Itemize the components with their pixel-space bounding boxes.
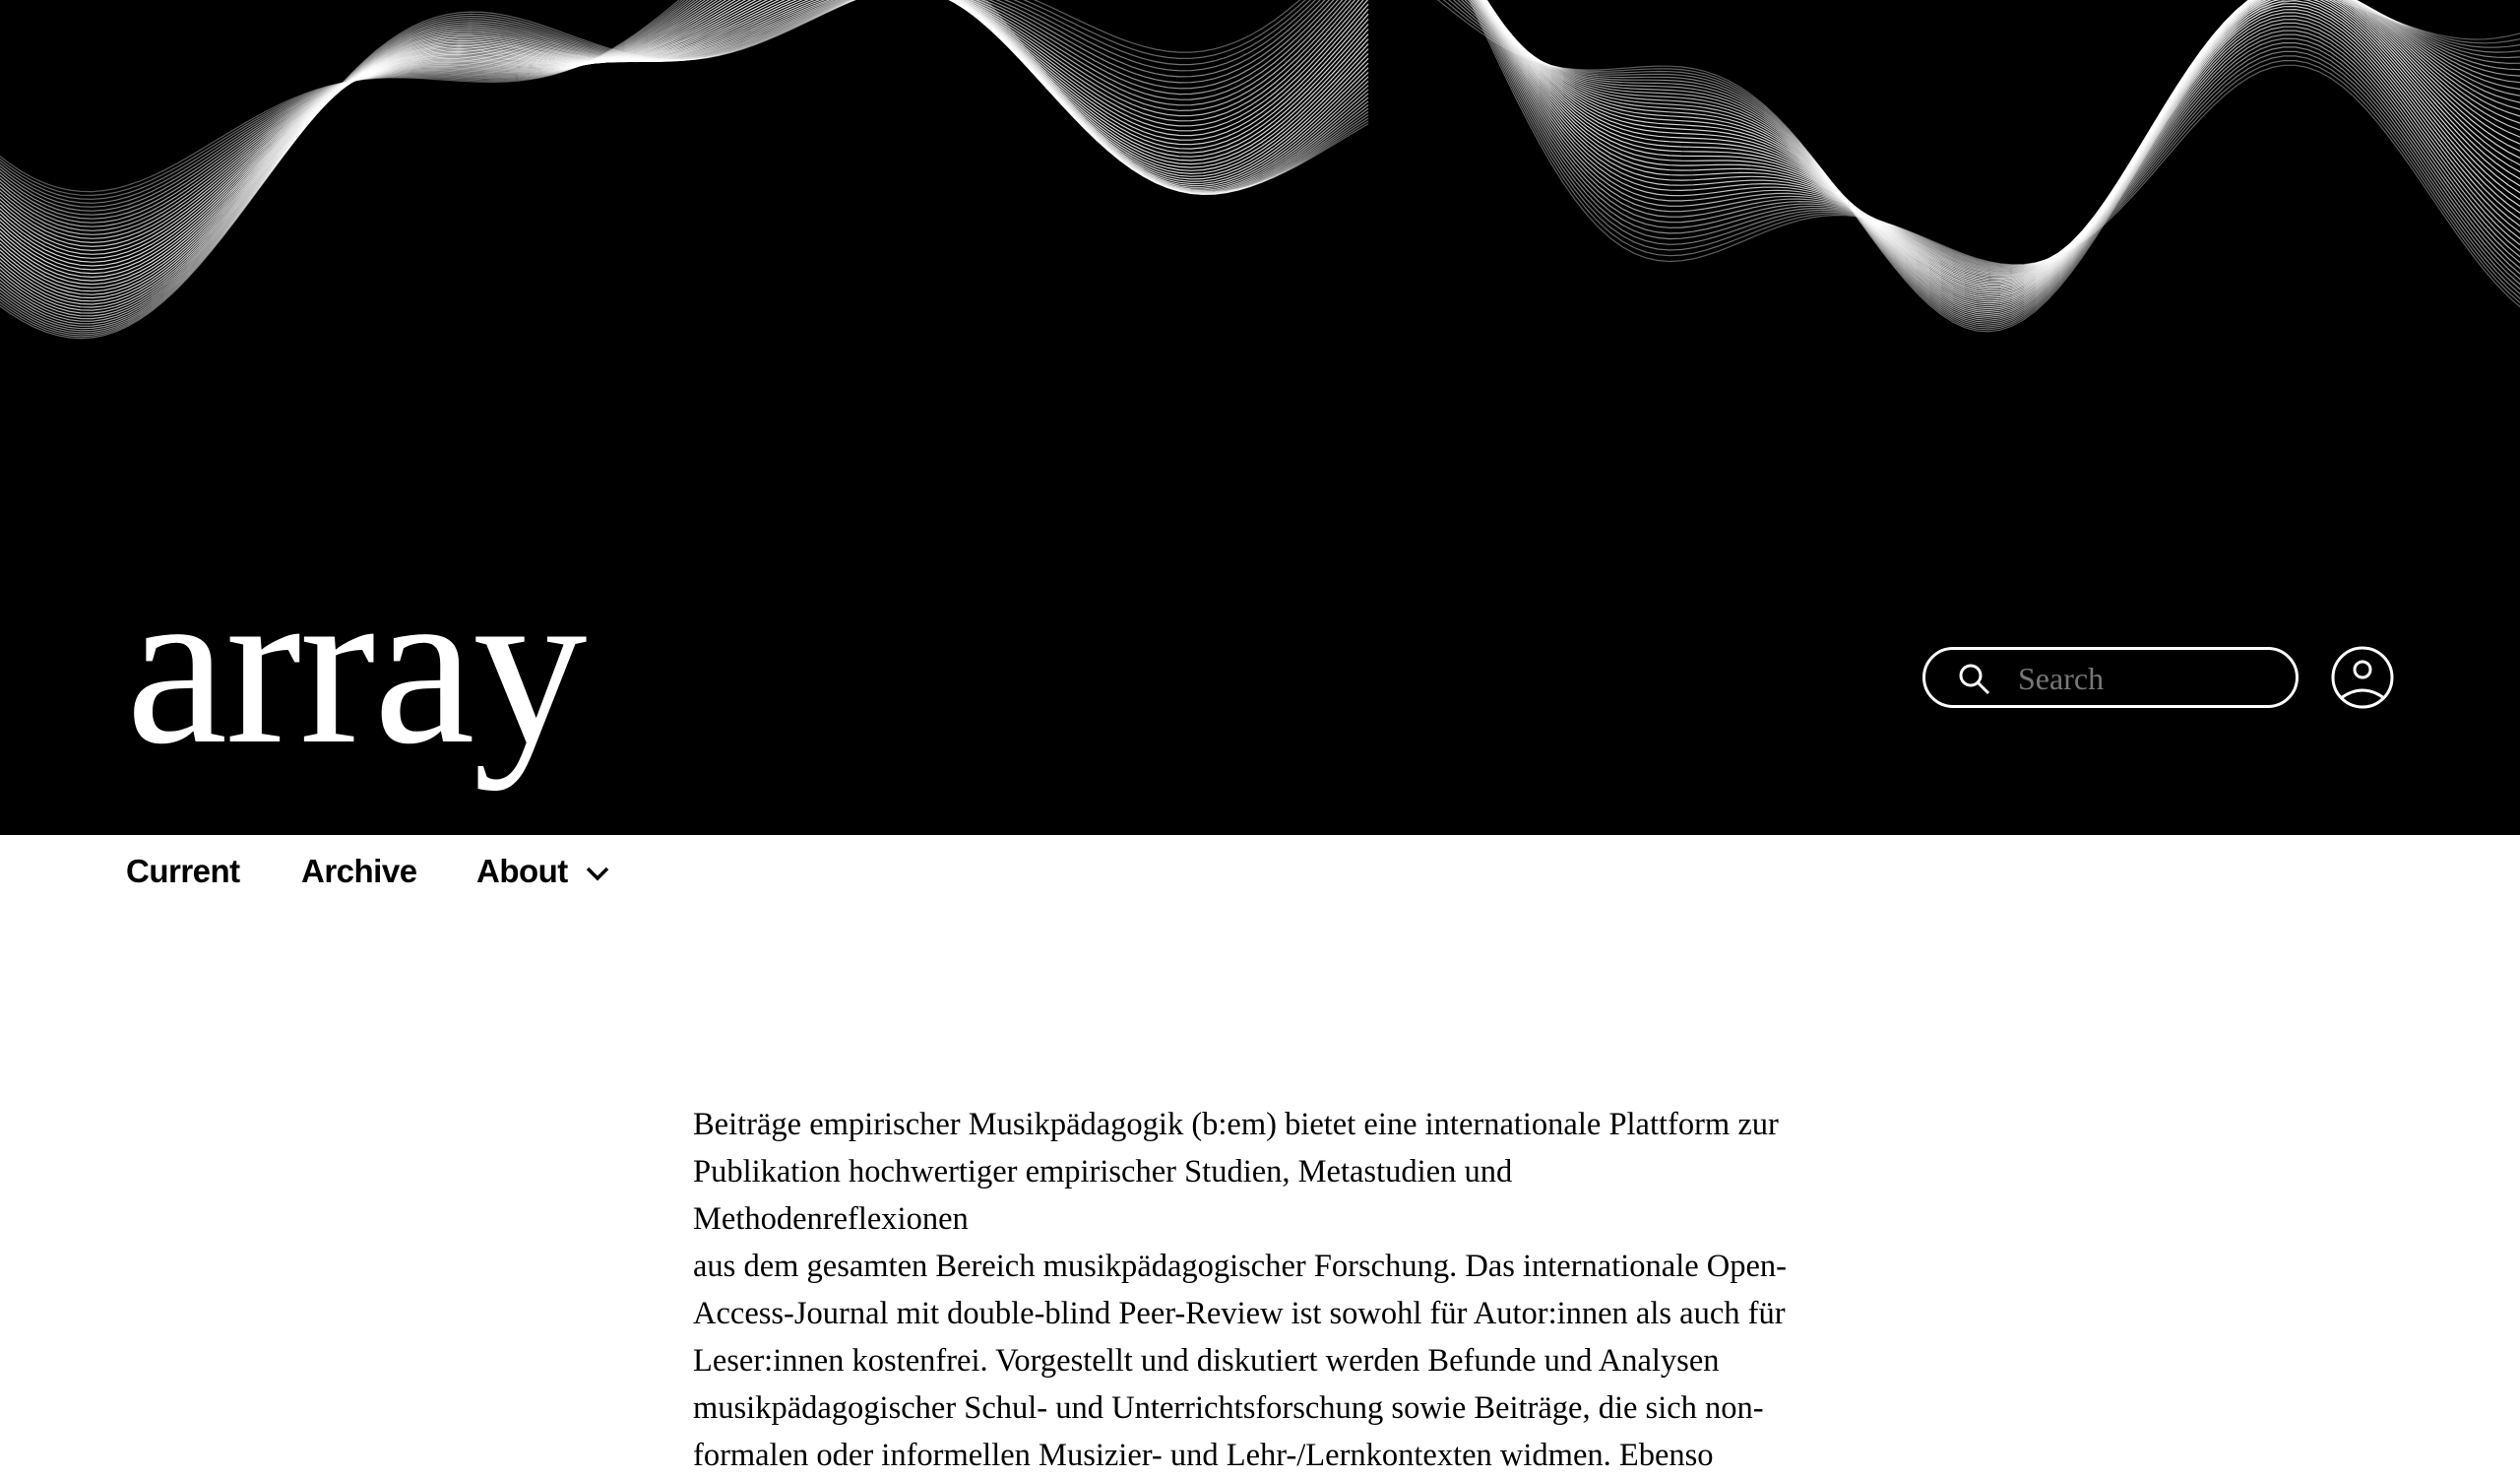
site-logo[interactable]: array [126, 539, 586, 792]
wave-line [1280, 0, 2520, 327]
wave-line [1280, 0, 2520, 328]
nav-about[interactable]: About [476, 853, 568, 889]
wave-line [1280, 0, 2520, 326]
wave-line [1280, 0, 2520, 330]
user-account-icon[interactable] [2330, 645, 2395, 710]
search-box[interactable] [1922, 647, 2299, 708]
search-input[interactable] [2016, 656, 2276, 701]
main-nav [0, 835, 2520, 914]
wave-banner-graphic [0, 0, 2520, 512]
wave-line [1280, 0, 2520, 331]
wave-line [0, 0, 1368, 230]
nav-current[interactable]: Current [126, 853, 240, 889]
journal-intro-text: Beiträge empirischer Musikpädagogik (b:em) bietet eine internationale Plattform zur Publikation hochwertiger empirischer Studien, Metastudien und Methodenreflexionen aus dem gesamten Bereich musikpädagogischer Forschung. Das internationale Open- Access-Journal mit double-blind Peer-Review ist sowohl für Autor:innen als auch für Leser:innen kostenfrei. Vorgestellt und diskutiert werden Befunde und Analysen musikpädagogischer Schul- und Unterrichtsforschung sowie Beiträge, die sich non- formalen oder informellen Musizier- und Lehr-/Lernkontexten widmen. Ebenso [693, 1107, 1787, 1473]
chevron-down-icon[interactable] [585, 865, 610, 882]
nav-archive[interactable]: Archive [301, 853, 417, 889]
search-icon [1957, 662, 1992, 697]
wave-line [1280, 0, 2520, 324]
wave-line [0, 0, 1368, 242]
